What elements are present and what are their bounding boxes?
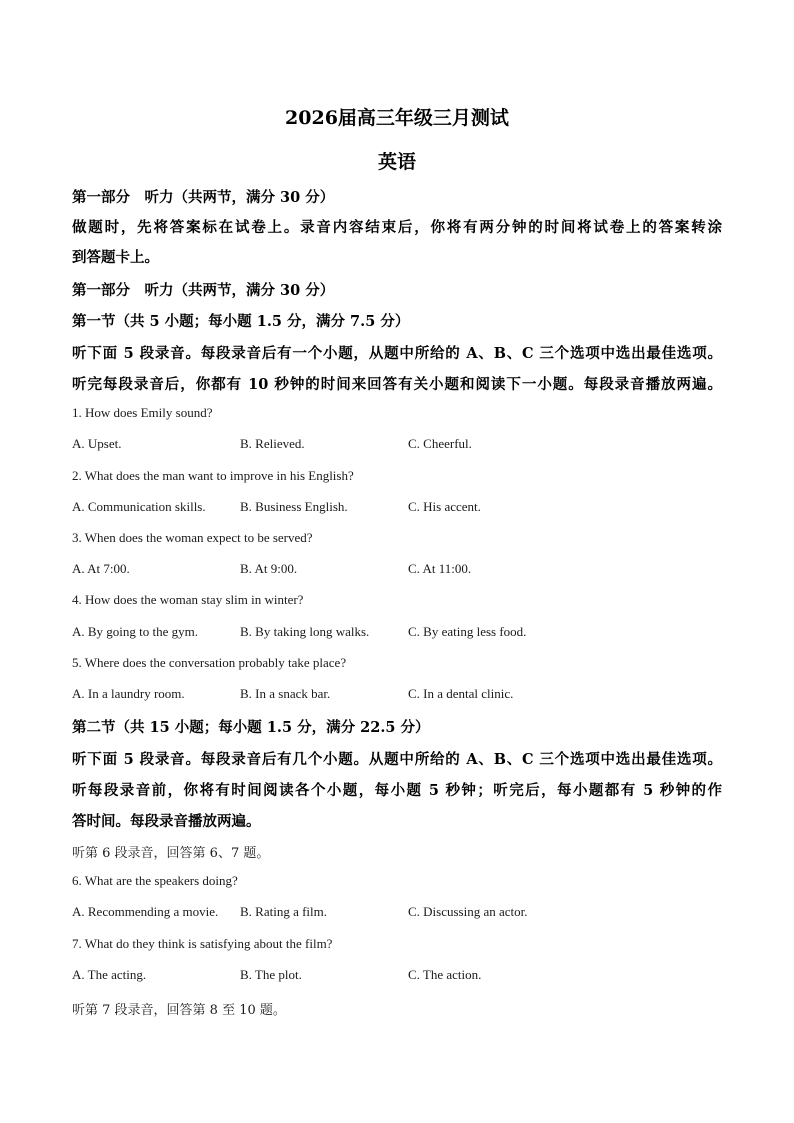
- option-c: C. His accent.: [408, 499, 481, 514]
- section1-directions-line1: 听下面 5 段录音。每段录音后有一个小题，从题中所给的 A、B、C 三个选项中选出最佳选项。: [72, 345, 722, 362]
- option-a: A. The acting.: [72, 967, 147, 982]
- section2-directions-line2: 听每段录音前，你将有时间阅读各个小题，每小题 5 秒钟；听完后，每小题都有 5 秒钟的作: [72, 782, 722, 799]
- option-c: C. At 11:00.: [408, 561, 472, 576]
- option-c: C. Discussing an actor.: [408, 904, 528, 919]
- section2-heading: 第二节（共 15 小题；每小题 1.5 分，满分 22.5 分）: [72, 719, 430, 736]
- option-b: B. Relieved.: [240, 436, 305, 451]
- option-c: C. The action.: [408, 967, 482, 982]
- part1-instruction-line1: 做题时，先将答案标在试卷上。录音内容结束后，你将有两分钟的时间将试卷上的答案转涂: [72, 219, 722, 236]
- option-a: A. Upset.: [72, 436, 122, 451]
- option-a: A. By going to the gym.: [72, 624, 199, 639]
- option-a: A. In a laundry room.: [72, 686, 185, 701]
- subject-title: 英语: [377, 151, 416, 173]
- option-a: A. At 7:00.: [72, 561, 130, 576]
- option-b: B. At 9:00.: [240, 561, 298, 576]
- option-c: C. In a dental clinic.: [408, 686, 514, 701]
- listen-instruction-7: 听第 7 段录音，回答第 8 至 10 题。: [72, 1003, 286, 1018]
- question-stem: 7. What do they think is satisfying about the film?: [72, 936, 333, 951]
- option-b: B. Business English.: [240, 499, 348, 514]
- option-c: C. Cheerful.: [408, 436, 472, 451]
- section2-directions-line3: 答时间。每段录音播放两遍。: [72, 813, 261, 830]
- part1-heading: 第一部分 听力（共两节，满分 30 分）: [72, 189, 335, 206]
- section1-directions-line2: 听完每段录音后，你都有 10 秒钟的时间来回答有关小题和阅读下一小题。每段录音播放两遍。: [72, 376, 722, 393]
- option-b: B. By taking long walks.: [240, 624, 370, 639]
- part1-instruction-line2: 到答题卡上。: [72, 249, 159, 266]
- part1-heading-repeat: 第一部分 听力（共两节，满分 30 分）: [72, 282, 335, 299]
- question-stem: 5. Where does the conversation probably take place?: [72, 655, 347, 670]
- question-stem: 6. What are the speakers doing?: [72, 873, 238, 888]
- question-stem: 1. How does Emily sound?: [72, 405, 213, 420]
- option-b: B. The plot.: [240, 967, 302, 982]
- option-b: B. In a snack bar.: [240, 686, 331, 701]
- option-a: A. Recommending a movie.: [72, 904, 219, 919]
- listen-instruction-6: 听第 6 段录音，回答第 6、7 题。: [72, 846, 270, 861]
- option-a: A. Communication skills.: [72, 499, 206, 514]
- question-stem: 3. When does the woman expect to be served?: [72, 530, 313, 545]
- section1-heading: 第一节（共 5 小题；每小题 1.5 分，满分 7.5 分）: [72, 313, 410, 330]
- option-c: C. By eating less food.: [408, 624, 527, 639]
- option-b: B. Rating a film.: [240, 904, 328, 919]
- question-stem: 2. What does the man want to improve in his English?: [72, 468, 354, 483]
- question-stem: 4. How does the woman stay slim in winter?: [72, 592, 304, 607]
- section2-directions-line1: 听下面 5 段录音。每段录音后有几个小题。从题中所给的 A、B、C 三个选项中选出最佳选项。: [72, 751, 722, 768]
- exam-title: 2026届高三年级三月测试: [285, 107, 509, 129]
